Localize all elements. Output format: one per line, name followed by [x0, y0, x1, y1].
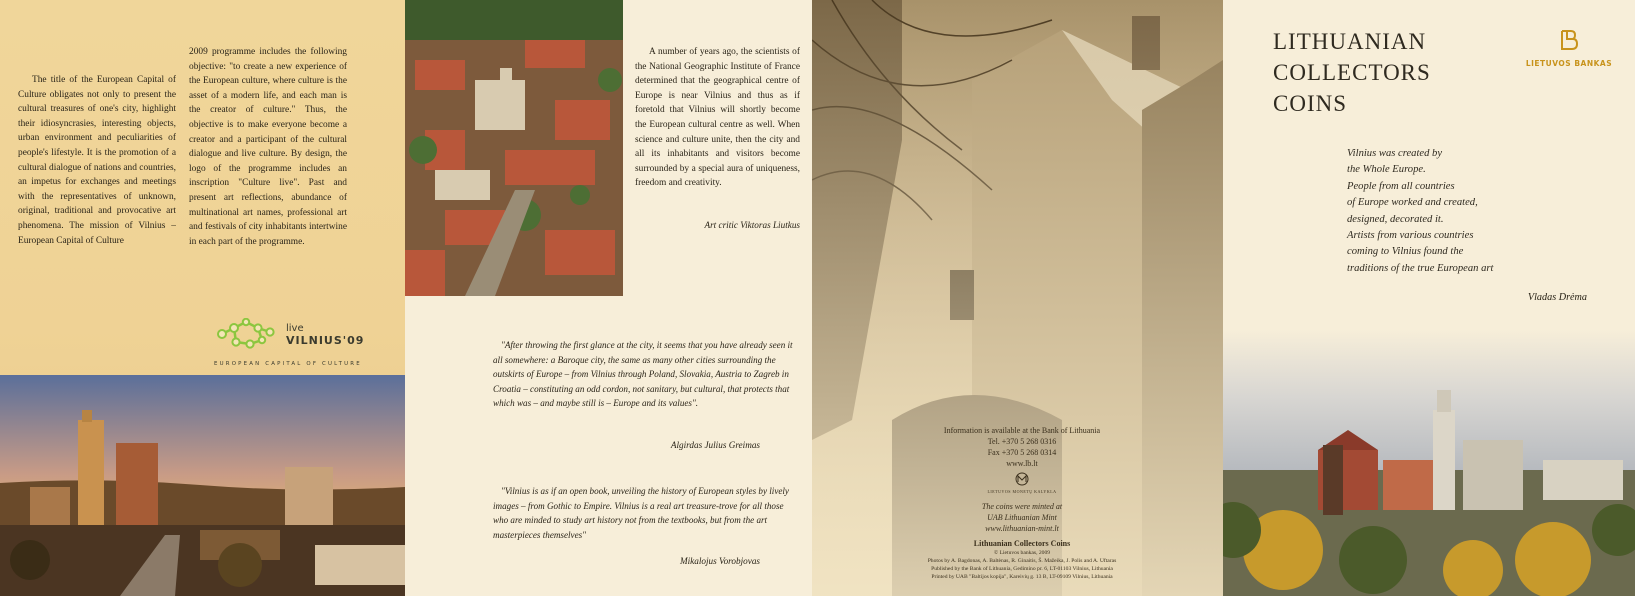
info-tel: Tel. +370 5 268 0316 [987, 437, 1057, 446]
bank-name: LIETUVOS BANKAS [1525, 59, 1613, 68]
mint-label: LIETUVOS MONETŲ KALYKLA [987, 489, 1057, 494]
poem-line: Vilnius was created by [1347, 148, 1443, 159]
publication-info [872, 425, 1172, 581]
publisher: Published by the Bank of Lithuania, Gedimino pr. 6, LT-01103 Vilnius, Lithuania [931, 566, 1113, 572]
minted-line-1: The coins were minted at [981, 502, 1063, 511]
poem-line: coming to Vilnius found the [1347, 246, 1464, 258]
panel-back-cover [812, 0, 1223, 596]
logo-subtitle: EUROPEAN CAPITAL OF CULTURE [214, 361, 362, 367]
panel-front-cover [1223, 0, 1635, 596]
poem [1347, 146, 1587, 277]
mint-emblem-icon [1013, 472, 1031, 486]
logo-vilnius-text: VILNIUS'09 [286, 334, 365, 347]
minted-line-3: www.lithuanian-mint.lt [985, 524, 1059, 533]
poem-author: Vladas Drėma [1527, 292, 1587, 303]
poem-line: People from all countries [1347, 180, 1455, 192]
logo-live-text: live [286, 323, 304, 334]
poem-line: Artists from various countries [1347, 230, 1474, 242]
copyright: © Lietuvos bankas, 2009 [993, 550, 1051, 556]
info-line: Information is available at the Bank of Lithuania [943, 426, 1101, 435]
intro-column-2: 2009 programme includes the following objective: "to create a new experience of the European culture, where culture is the asset of a modern life, and each man is the creator of culture." Thus, the objective is to make everyone become a creator and a participant of the cultural dialogue and live culture. By design, the logo of the programme includes an inscription "Culture live". Past and present art reflections, abundance of multinational art names, professional art and festivals of city inhabitants intertwine in each part of the programme. [189, 47, 347, 247]
title-line-1: LITHUANIAN [1273, 29, 1427, 54]
citation-greimas: Algirdas Julius Greimas [670, 440, 760, 450]
city-sunset-photo [0, 375, 405, 596]
info-web: www.lb.lt [1006, 459, 1038, 468]
poem-line: designed, decorated it. [1347, 213, 1444, 225]
intro-column-1: The title of the European Capital of Culture obligates not only to present the cultural treasures of one's city, highlight their idiosyncrasies, interesting objects, urban environment and peculiarities of people's lifestyle. It is the promotion of a cultural dialogue of nations and countries, an impetus for exchanges and meetings with the representatives of unknown, original, traditional and provocative art phenomena. The mission of Vilnius – European Capital of Culture [18, 75, 176, 246]
poem-line: the Whole Europe. [1347, 164, 1426, 176]
geographic-centre-text: A number of years ago, the scientists of the National Geographic Institute of France determined that the geographical centre of Europe is near Vilnius and thus as if foretold that Vilnius will shortly become the European cultural centre as well. When science and culture unite, then the city and all its inhabitants and visitors become surrounded by a special aura of uniqueness, freedom and creativity. [635, 47, 800, 189]
citation-vorobjovas: Mikalojus Vorobjovas [679, 556, 760, 566]
title-line-3: COINS [1273, 91, 1348, 116]
poem-line: traditions of the true European art [1347, 262, 1494, 274]
citation-liutkus: Art critic Viktoras Liutkus [704, 220, 800, 230]
info-fax: Fax +370 5 268 0314 [987, 448, 1057, 457]
molecule-logo-icon [214, 318, 284, 352]
title-line-2: COLLECTORS [1273, 60, 1431, 85]
minted-line-2: UAB Lithuanian Mint [987, 513, 1057, 522]
panel-culture-capital [0, 0, 405, 596]
poem-line: of Europe worked and created, [1347, 197, 1478, 209]
coins-title: Lithuanian Collectors Coins [973, 539, 1071, 548]
publication-title [1273, 26, 1431, 119]
panel-quotes [405, 0, 812, 596]
photo-credits: Photos by A. Bagdonas, A. Baltėnas, R. Ginaitis, Š. Mažeika, J. Polis and A. Uftaras [927, 558, 1117, 564]
quote-vorobjovas: "Vilnius is as if an open book, unveiling the history of European styles by lively images – from Gothic to Empire. Vilnius is a real art treasure-trove for all those who are minded to study art history not from the textbooks, but from the art masterpieces themselves" [493, 486, 789, 540]
bank-logo [1519, 28, 1619, 68]
old-town-aerial-photo [405, 0, 623, 296]
printer: Printed by UAB "Baltijos kopija", Kareivių g. 13 B, LT-09109 Vilnius, Lithuania [931, 574, 1113, 580]
church-skyline-photo [1223, 330, 1635, 596]
vilnius-09-logo [214, 318, 374, 368]
quote-greimas: "After throwing the first glance at the city, it seems that you have already seen it all somewhere: a Baroque city, the same as many other cities surrounding the outskirts of Europe – from Vilnius through Poland, Slovakia, Austria to Zagreb in Croatia – constituting an odd cordon, not sanitary, but cultural, that protects that which was – and maybe still is – Europe and its values". [493, 340, 793, 409]
bank-emblem-icon [1559, 28, 1579, 52]
